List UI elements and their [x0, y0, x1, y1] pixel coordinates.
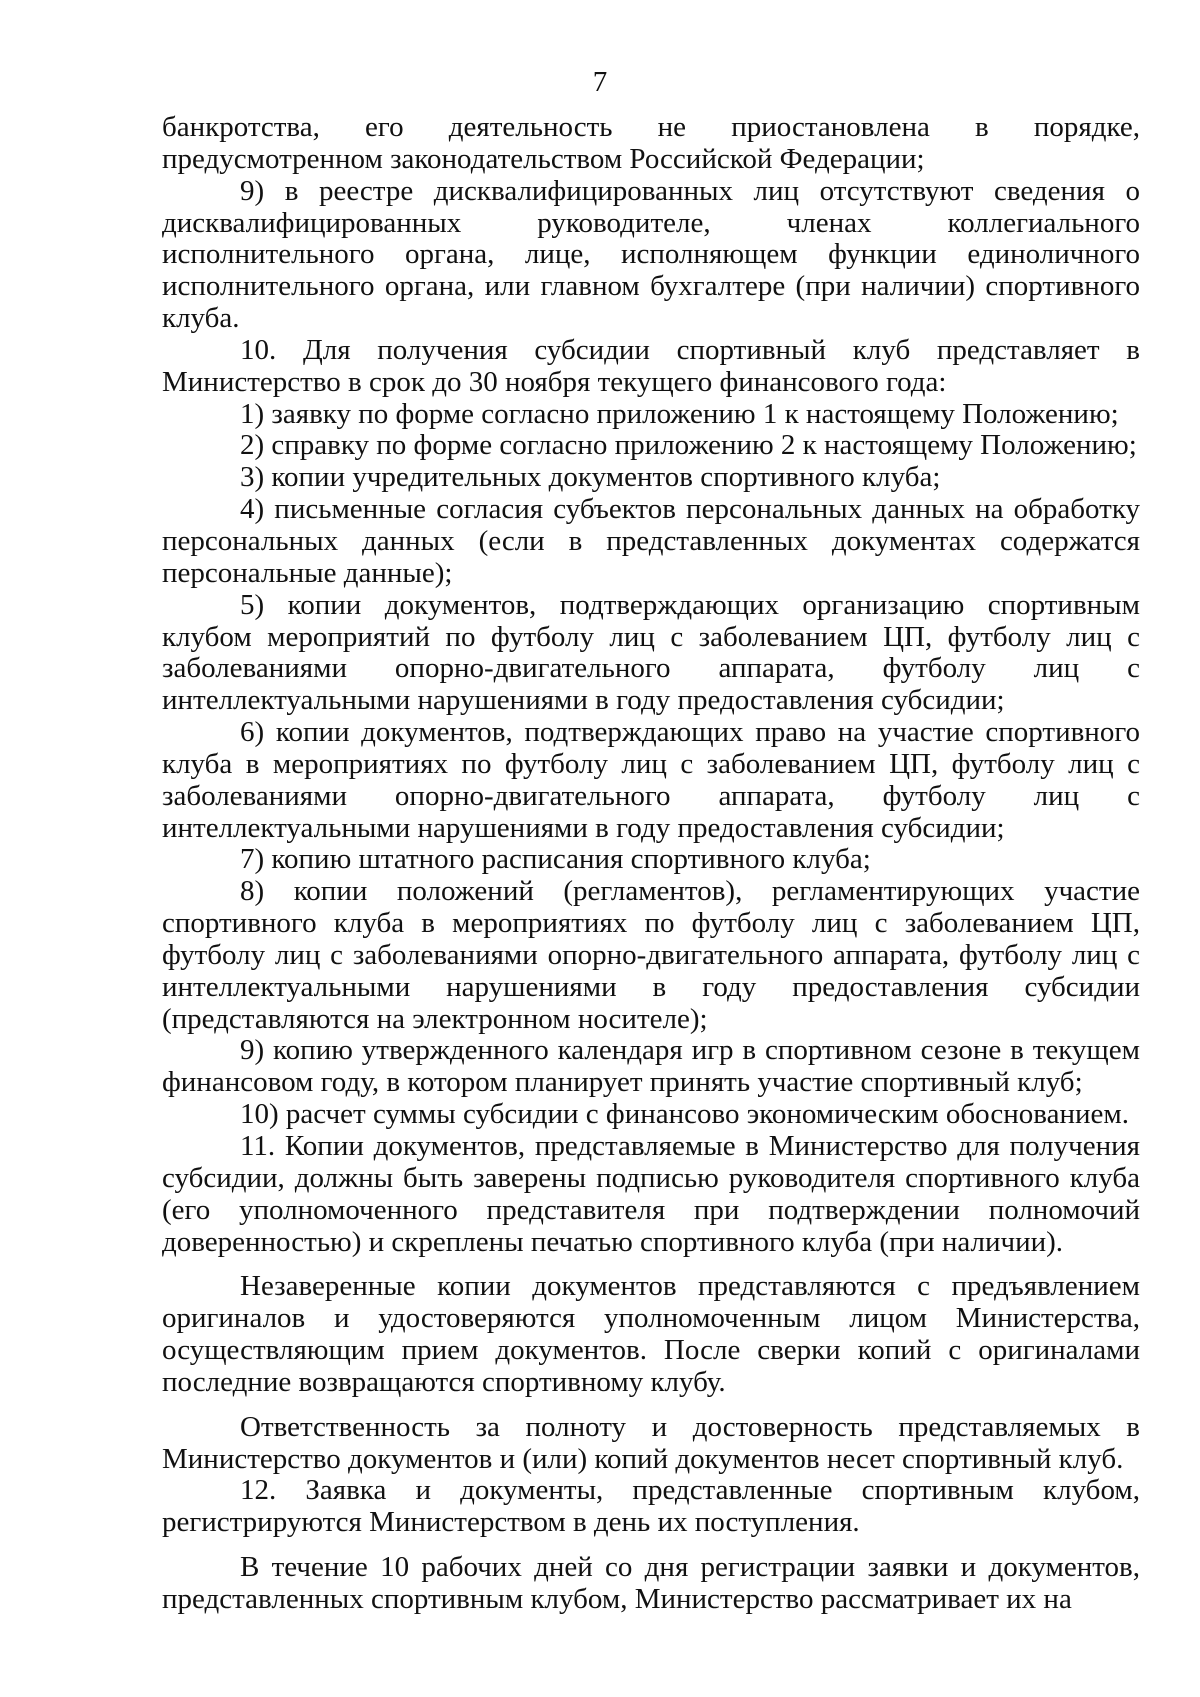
paragraph: 4) письменные согласия субъектов персональных данных на обработку персональных данных (если в представленных документах содержатся персональные данные); — [162, 493, 1140, 589]
paragraph: 9) в реестре дисквалифицированных лиц отсутствуют сведения о дисквалифицированных руководителе, членах коллегиального исполнительного органа, лице, исполняющем функции единоличного исполнительного органа, или главном бухгалтере (при наличии) спортивного клуба. — [162, 174, 1140, 335]
paragraph: Незаверенные копии документов представляются с предъявлением оригиналов и удостоверяются уполномоченным лицом Министерства, осуществляющим прием документов. После сверки копий с оригиналами последние возвращаются спортивному клубу. — [162, 1270, 1140, 1398]
paragraph: 12. Заявка и документы, представленные спортивным клубом, регистрируются Министерством в день их поступления. — [162, 1474, 1140, 1539]
paragraph: 10. Для получения субсидии спортивный клуб представляет в Министерство в срок до 30 ноября текущего финансового года: — [162, 333, 1140, 398]
paragraph: 8) копии положений (регламентов), регламентирующих участие спортивного клуба в мероприятиях по футболу лиц с заболеванием ЦП, футболу лиц с заболеваниями опорно-двигательного аппарата, футболу лиц с интеллектуальными нарушениями в году предоставления субсидии (представляются на электронном носителе); — [162, 875, 1140, 1035]
paragraph: 3) копии учредительных документов спортивного клуба; — [240, 461, 941, 494]
paragraph: 2) справку по форме согласно приложению 2 к настоящему Положению; — [240, 429, 1137, 462]
paragraph: Ответственность за полноту и достоверность представляемых в Министерство документов и (или) копий документов несет спортивный клуб. — [162, 1410, 1140, 1475]
paragraph: 6) копии документов, подтверждающих право на участие спортивного клуба в мероприятиях по футболу лиц с заболеванием ЦП, футболу лиц с заболеваниями опорно-двигательного аппарата, футболу лиц с интеллектуальными нарушениями в году предоставления субсидии; — [162, 716, 1140, 844]
paragraph: 1) заявку по форме согласно приложению 1 к настоящему Положению; — [240, 397, 1119, 430]
paragraph: 5) копии документов, подтверждающих организацию спортивным клубом мероприятий по футболу лиц с заболеванием ЦП, футболу лиц с заболеваниями опорно-двигательного аппарата, футболу лиц с интеллектуальными нарушениями в году предоставления субсидии; — [162, 588, 1140, 717]
paragraph: 10) расчет суммы субсидии с финансово экономическим обоснованием. — [240, 1098, 1129, 1131]
paragraph: В течение 10 рабочих дней со дня регистрации заявки и документов, представленных спортивным клубом, Министерство рассматривает их на — [162, 1551, 1140, 1615]
page-number: 7 — [592, 66, 608, 98]
document-body — [162, 112, 1140, 1616]
paragraph: 11. Копии документов, представляемые в Министерство для получения субсидии, должны быть заверены подписью руководителя спортивного клуба (его уполномоченного представителя при подтверждении полномочий доверенностью) и скреплены печатью спортивного клуба (при наличии). — [162, 1130, 1140, 1258]
paragraph: 7) копию штатного расписания спортивного клуба; — [240, 843, 871, 876]
paragraph: банкротства, его деятельность не приостановлена в порядке, предусмотренном законодательством Российской Федерации; — [162, 111, 1140, 175]
paragraph: 9) копию утвержденного календаря игр в спортивном сезоне в текущем финансовом году, в котором планирует принять участие спортивный клуб; — [162, 1034, 1140, 1099]
